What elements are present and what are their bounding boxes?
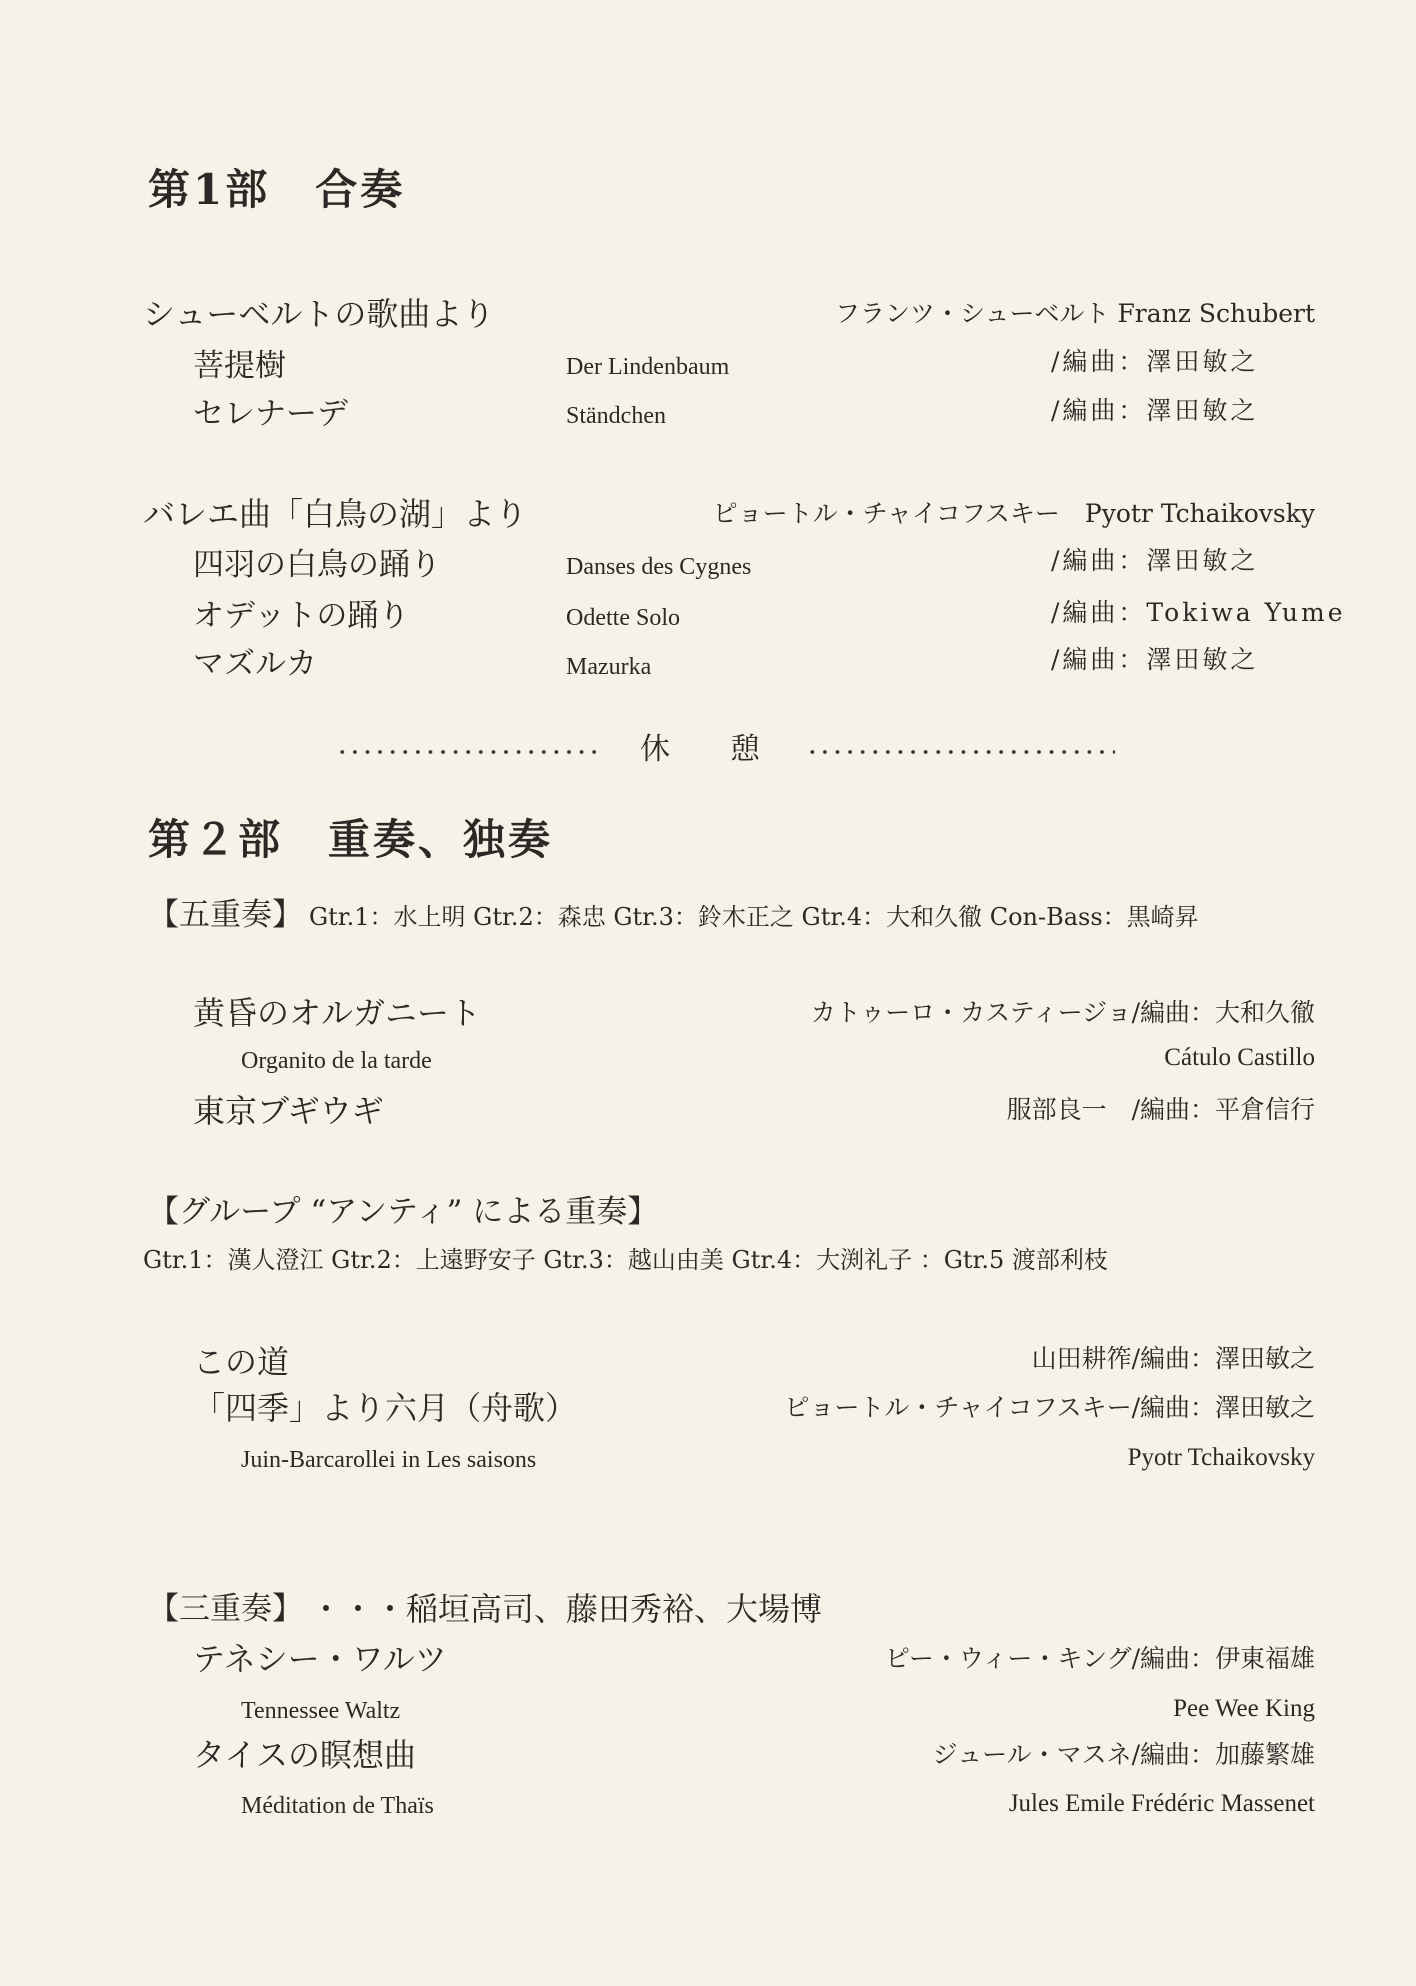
ensemble-members: Gtr.1：水上明 Gtr.2：森忠 Gtr.3：鈴木正之 Gtr.4：大和久徹 Con-Bass：黒崎昇 [309, 903, 1199, 931]
ensemble-members: Gtr.1：漢人澄江 Gtr.2：上遠野安子 Gtr.3：越山由美 Gtr.4：大渕礼子 ：Gtr.5 渡部利枝 [143, 1246, 1108, 1274]
piece-arranger: /編曲：澤田敏之 [1051, 347, 1259, 376]
piece-title: タイスの瞑想曲 [193, 1736, 417, 1774]
composer-en: Pee Wee King [1173, 1695, 1315, 1722]
part1-heading: 第1部 合奏 [148, 165, 406, 214]
leader-dots-left [336, 748, 605, 756]
group-title-swan-lake: バレエ曲「白鳥の湖」より [143, 495, 528, 533]
leader-dots-right [806, 748, 1115, 756]
piece-arranger: /編曲：澤田敏之 [1051, 645, 1259, 674]
piece-title-en: Ständchen [566, 403, 666, 429]
ensemble-label-group: 【グループ “アンティ” による重奏】 [148, 1194, 659, 1230]
group-composer-schubert: フランツ・シューベルト Franz Schubert [835, 299, 1315, 328]
intermission-label: 休 憩 [640, 732, 760, 767]
ensemble-label-quintet: 【五重奏】 [148, 897, 303, 933]
piece-title: セレナーデ [193, 396, 348, 432]
ensemble-members: ・・・稲垣高司、藤田秀裕、大場博 [310, 1590, 823, 1628]
part2-heading: 第２部 重奏、独奏 [148, 815, 554, 864]
piece-title: 「四季」より六月（舟歌） [193, 1389, 578, 1427]
piece-credit: ピー・ウィー・キング/編曲：伊東福雄 [884, 1644, 1315, 1673]
piece-arranger: /編曲：Tokiwa Yume [1051, 598, 1346, 627]
piece-title-en: Juin-Barcarollei in Les saisons [241, 1447, 537, 1473]
piece-credit: カトゥーロ・カスティージョ/編曲：大和久徹 [810, 998, 1315, 1027]
piece-title: マズルカ [193, 646, 317, 682]
composer-en: Jules Emile Frédéric Massenet [1008, 1790, 1315, 1817]
piece-arranger: /編曲：澤田敏之 [1051, 396, 1259, 425]
piece-credit: 服部良一 /編曲：平倉信行 [1006, 1095, 1315, 1124]
piece-credit: ピョートル・チャイコフスキー/編曲：澤田敏之 [784, 1393, 1315, 1422]
piece-title-en: Danses des Cygnes [566, 554, 752, 580]
piece-arranger: /編曲：澤田敏之 [1051, 546, 1259, 575]
piece-title-en: Organito de la tarde [241, 1048, 432, 1074]
group-title-schubert: シューベルトの歌曲より [143, 295, 495, 333]
piece-title: この道 [193, 1343, 290, 1381]
piece-title-en: Odette Solo [566, 605, 680, 631]
group-composer-tchaikovsky: ピョートル・チャイコフスキー Pyotr Tchaikovsky [712, 499, 1315, 528]
piece-credit: ジュール・マスネ/編曲：加藤繁雄 [932, 1740, 1315, 1769]
composer-en: Pyotr Tchaikovsky [1127, 1444, 1315, 1471]
piece-title-en: Der Lindenbaum [566, 354, 730, 380]
piece-title: 東京ブギウギ [193, 1092, 384, 1130]
ensemble-label-trio: 【三重奏】 [148, 1591, 303, 1627]
piece-title: 黄昏のオルガニート [193, 994, 482, 1032]
piece-title: 菩提樹 [193, 348, 286, 384]
piece-title-en: Tennessee Waltz [241, 1698, 401, 1724]
composer-en: Cátulo Castillo [1164, 1044, 1315, 1071]
piece-title: 四羽の白鳥の踊り [193, 547, 441, 583]
piece-title-en: Mazurka [566, 654, 652, 680]
piece-credit: 山田耕筰/編曲：澤田敏之 [1031, 1344, 1315, 1373]
piece-title: テネシー・ワルツ [193, 1640, 447, 1678]
piece-title: オデットの踊り [193, 598, 410, 634]
piece-title-en: Méditation de Thaïs [241, 1793, 434, 1819]
